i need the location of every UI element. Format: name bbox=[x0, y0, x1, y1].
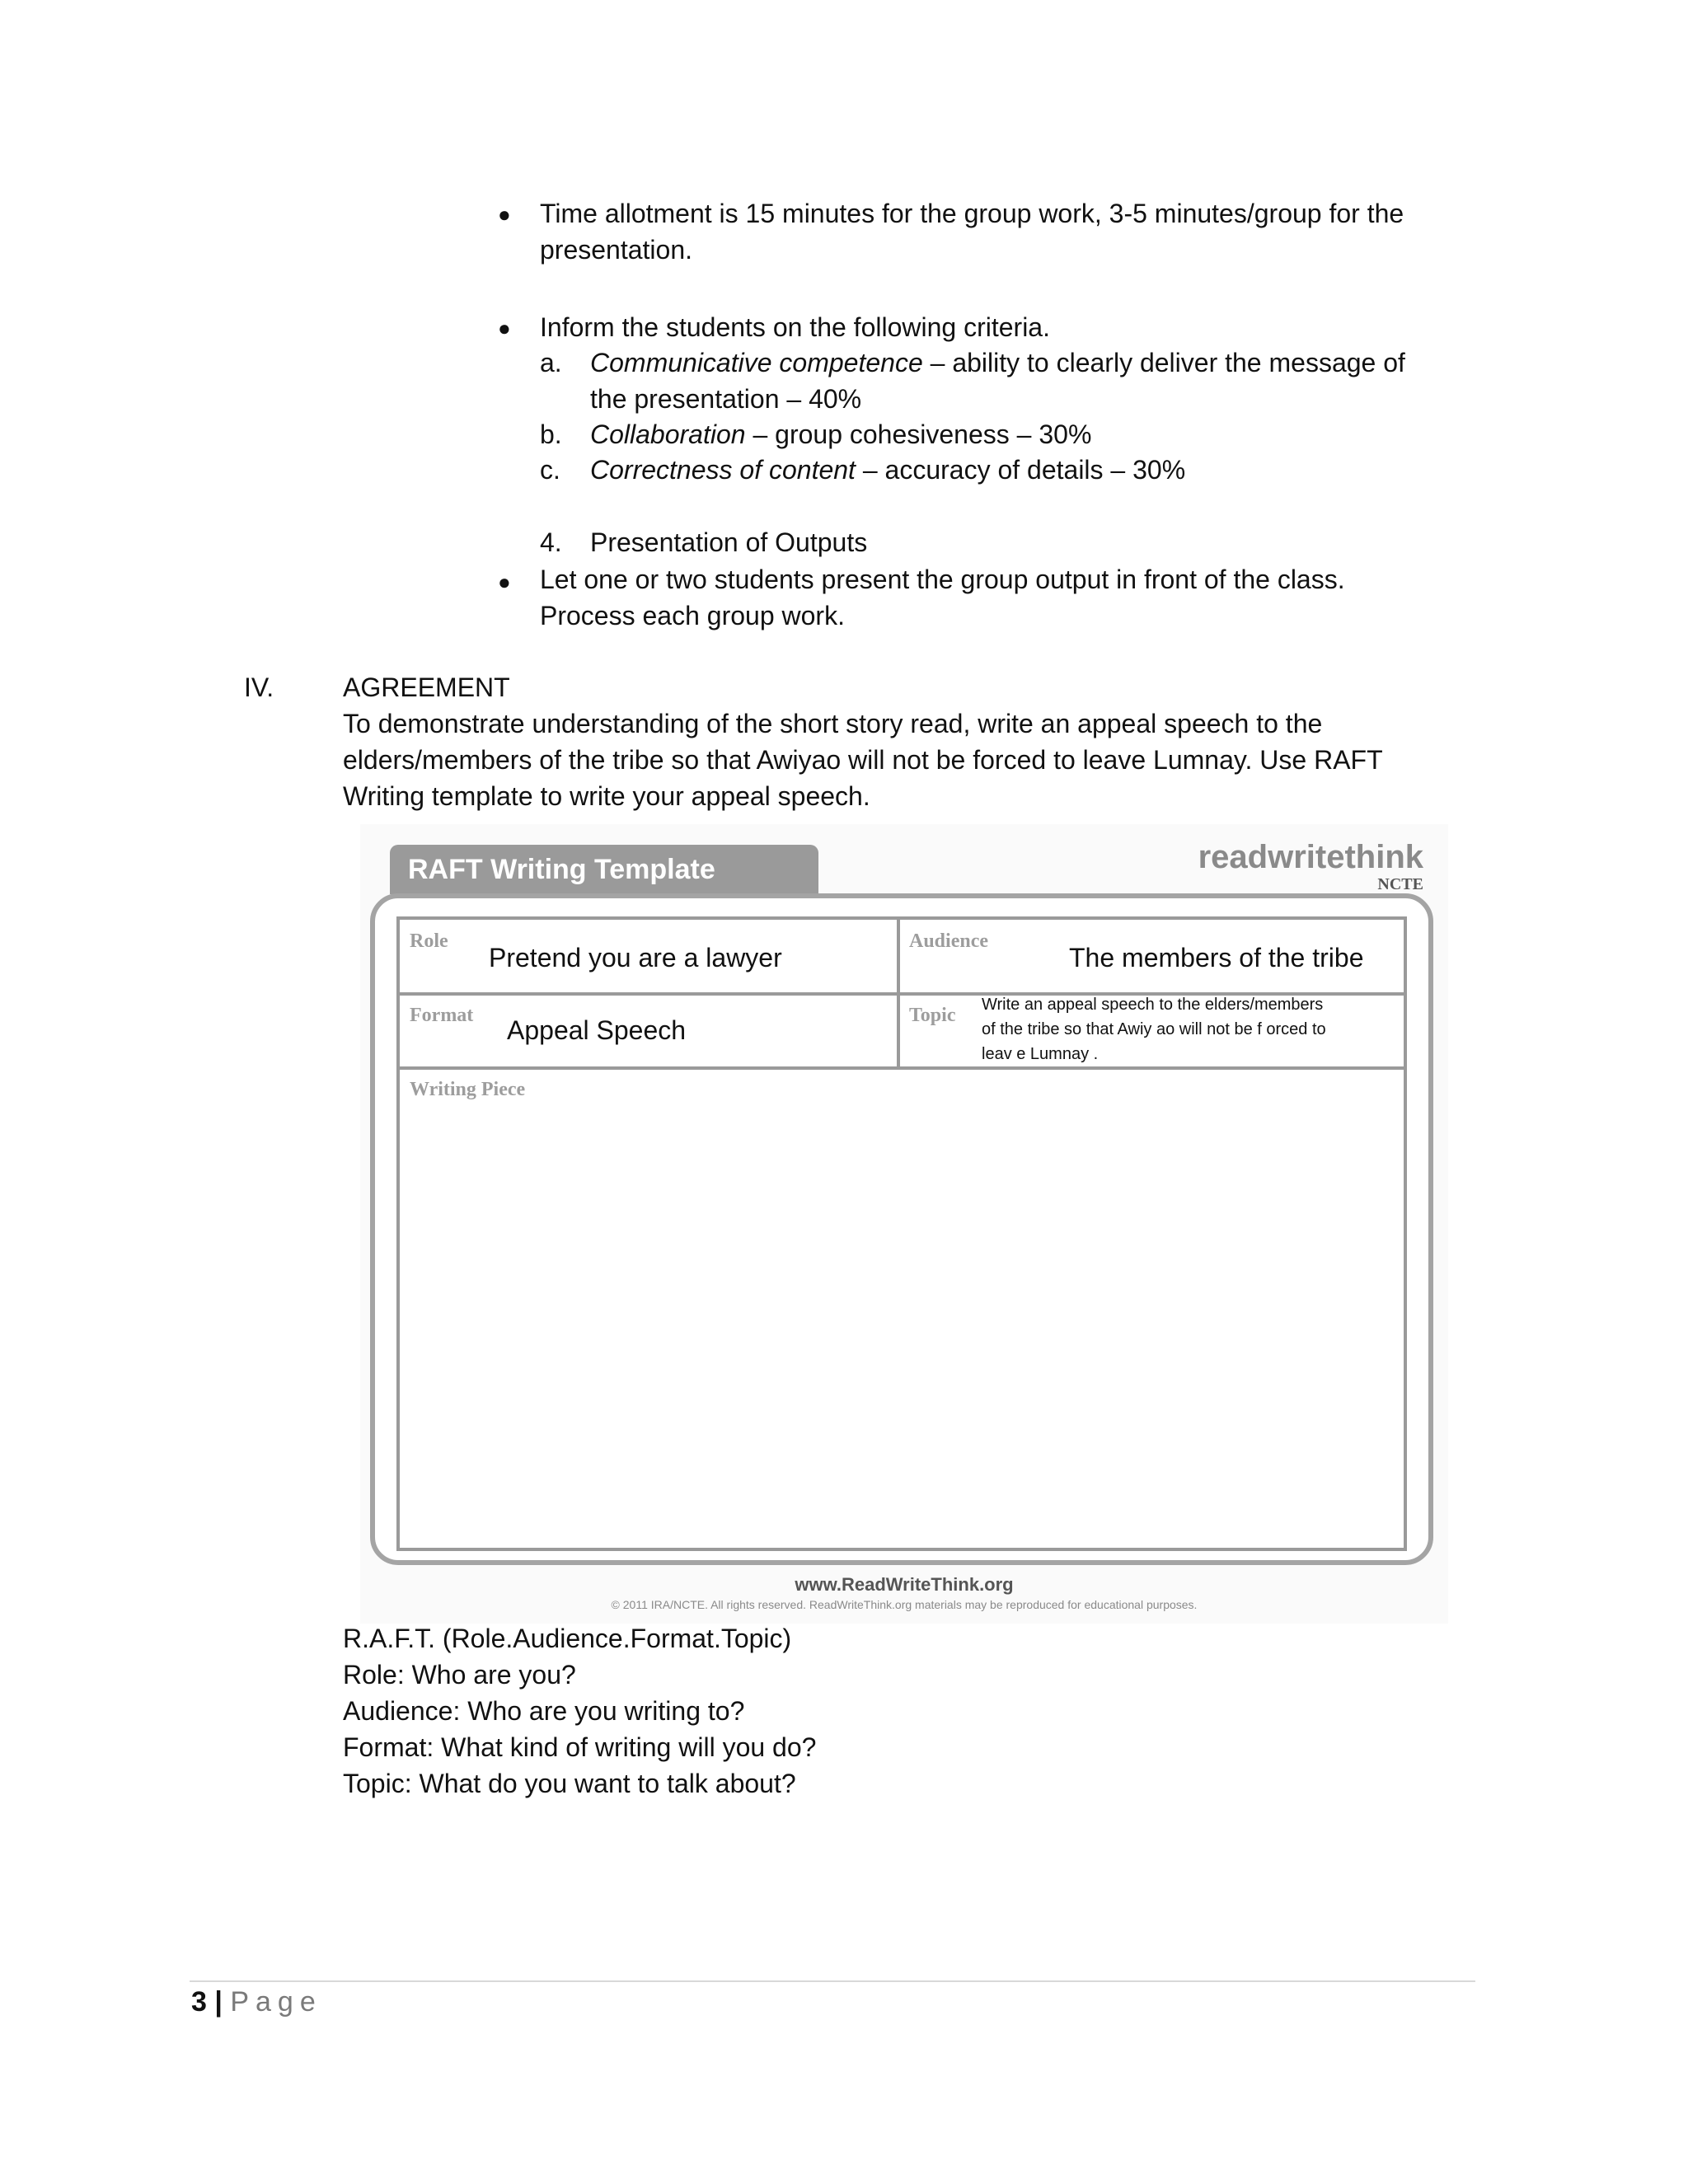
criteria-b-text bbox=[590, 416, 1091, 452]
criteria-b-name: Collaboration bbox=[590, 419, 746, 449]
raft-def-format: Format: What kind of writing will you do? bbox=[343, 1732, 817, 1762]
inform-text: Inform the students on the following criteria. bbox=[540, 312, 1050, 342]
time-allotment-line-1: Time allotment is 15 minutes for the group work, 3-5 minutes/group for the bbox=[540, 199, 1404, 228]
section-heading: AGREEMENT bbox=[343, 673, 510, 702]
raft-grid bbox=[396, 916, 1407, 1551]
audience-value: The members of the tribe bbox=[1069, 943, 1364, 972]
criteria-a-desc: – ability to clearly deliver the message of bbox=[922, 348, 1405, 377]
raft-copyright: © 2011 IRA/NCTE. All rights reserved. ReadWriteThink.org materials may be reproduced for educational purposes. bbox=[611, 1598, 1198, 1611]
criteria-a-text bbox=[590, 344, 1405, 417]
page-number: 3 bbox=[191, 1986, 207, 2018]
raft-def-audience: Audience: Who are you writing to? bbox=[343, 1696, 745, 1726]
raft-def-role: Role: Who are you? bbox=[343, 1660, 576, 1690]
bullet-dot: ● bbox=[498, 316, 511, 340]
criteria-letter-c: c. bbox=[540, 455, 560, 485]
raft-def-topic: Topic: What do you want to talk about? bbox=[343, 1769, 796, 1798]
present-output-text bbox=[540, 561, 1345, 634]
bullet-dot: ● bbox=[498, 569, 511, 594]
audience-label: Audience bbox=[909, 930, 988, 952]
agreement-paragraph bbox=[343, 705, 1383, 814]
criteria-b-desc: – group cohesiveness – 30% bbox=[745, 419, 1092, 449]
topic-label: Topic bbox=[909, 1005, 956, 1026]
page-separator: | bbox=[214, 1986, 223, 2018]
criteria-a-line-1 bbox=[590, 344, 1405, 381]
grid-row-divider bbox=[400, 1066, 1404, 1070]
criteria-letter-b: b. bbox=[540, 419, 562, 449]
time-allotment-line-2: presentation. bbox=[540, 235, 693, 265]
section-numeral: IV. bbox=[244, 673, 274, 702]
raft-template bbox=[360, 824, 1448, 1624]
criteria-letter-a: a. bbox=[540, 348, 562, 377]
raft-tab-title: RAFT Writing Template bbox=[390, 845, 818, 894]
criteria-a-line-2: the presentation – 40% bbox=[590, 384, 862, 414]
role-value: Pretend you are a lawyer bbox=[489, 943, 782, 972]
format-label: Format bbox=[410, 1005, 474, 1026]
raft-url: www.ReadWriteThink.org bbox=[795, 1574, 1014, 1595]
page-footer bbox=[191, 1981, 322, 2022]
criteria-c-desc: – accuracy of details – 30% bbox=[855, 455, 1186, 485]
role-label: Role bbox=[410, 930, 448, 952]
raft-def-title: R.A.F.T. (Role.Audience.Format.Topic) bbox=[343, 1624, 792, 1653]
topic-line-2: of the tribe so that Awiy ao will not be f orced to bbox=[982, 1020, 1326, 1038]
agreement-line-3: Writing template to write your appeal speech. bbox=[343, 781, 870, 811]
grid-col-divider bbox=[897, 920, 900, 1070]
format-value: Appeal Speech bbox=[507, 1015, 687, 1045]
logo-sub-text: NCTE bbox=[1377, 875, 1423, 893]
logo-text: readwritethink bbox=[1198, 839, 1423, 875]
present-output-line-1: Let one or two students present the group output in front of the class. bbox=[540, 565, 1345, 594]
raft-definitions bbox=[343, 1620, 816, 1802]
agreement-line-2: elders/members of the tribe so that Awiyao will not be forced to leave Lumnay. Use RAFT bbox=[343, 745, 1383, 775]
page-word: Page bbox=[230, 1986, 322, 2018]
criteria-a-name: Communicative competence bbox=[590, 348, 923, 377]
criteria-c-text bbox=[590, 452, 1185, 488]
step-4-title: Presentation of Outputs bbox=[590, 527, 868, 557]
agreement-line-1: To demonstrate understanding of the short story read, write an appeal speech to the bbox=[343, 709, 1323, 738]
footer-divider bbox=[190, 1980, 1475, 1982]
bullet-dot: ● bbox=[498, 202, 511, 227]
readwritethink-logo bbox=[1198, 839, 1423, 893]
topic-value bbox=[982, 992, 1386, 1066]
step-4-number: 4. bbox=[540, 527, 562, 557]
writing-piece-label: Writing Piece bbox=[410, 1079, 526, 1100]
topic-line-3: leav e Lumnay . bbox=[982, 1045, 1099, 1063]
topic-line-1: Write an appeal speech to the elders/members bbox=[982, 996, 1324, 1014]
present-output-line-2: Process each group work. bbox=[540, 601, 845, 630]
time-allotment-text bbox=[540, 195, 1404, 268]
criteria-c-name: Correctness of content bbox=[590, 455, 856, 485]
